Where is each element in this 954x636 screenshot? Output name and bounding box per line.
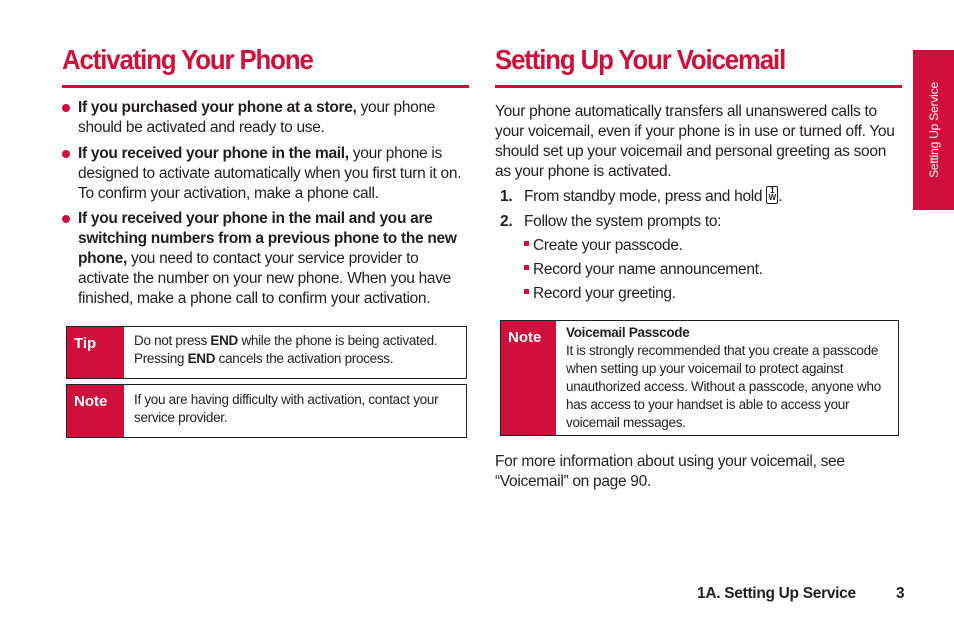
list-item: Create your passcode. bbox=[524, 236, 683, 256]
tip-content: Do not press END while the phone is being activated. Pressing END cancels the activation process. bbox=[134, 333, 438, 366]
bullet-dot-icon bbox=[62, 104, 70, 112]
bullet-bold: If you received your phone in the mail and you are switching numbers from a previous phone to the new phone, bbox=[78, 210, 457, 267]
square-bullet-icon bbox=[524, 265, 529, 270]
bullet-text: your phone is designed to activate automatically when you first turn it on. To confirm your activation, make a phone call. bbox=[78, 145, 462, 202]
square-bullet-icon bbox=[524, 289, 529, 294]
voicemail-intro: Your phone automatically transfers all unanswered calls to your voicemail, even if your phone is in use or turned off. You should set up your voicemail and personal greeting as soon as your phone is activated. bbox=[495, 103, 895, 180]
voicemail-key-icon: 1 W bbox=[766, 186, 778, 204]
note-box bbox=[66, 384, 467, 438]
bullet-item bbox=[62, 98, 467, 138]
step-number: 1. bbox=[500, 188, 513, 205]
right-title-rule bbox=[495, 85, 902, 88]
bullet-bold: If you received your phone in the mail, bbox=[78, 145, 349, 162]
side-tab-label: Setting Up Service bbox=[926, 82, 941, 178]
bullet-item bbox=[62, 144, 467, 204]
end-key: END bbox=[210, 333, 238, 348]
note-text: It is strongly recommended that you create a passcode when setting up your voicemail to protect against unauthorized access. Without a passcode, anyone who has access to your handset is able to access your voicemail messages. bbox=[566, 343, 881, 430]
step-text: Follow the system prompts to: bbox=[524, 213, 722, 230]
bullet-bold: If you purchased your phone at a store, bbox=[78, 99, 357, 116]
bullet-dot-icon bbox=[62, 150, 70, 158]
note-content: If you are having difficulty with activation, contact your service provider. bbox=[134, 392, 439, 425]
step-item: 1. From standby mode, press and hold 1 W . bbox=[500, 185, 783, 205]
note-label: Note bbox=[501, 321, 556, 435]
list-item: Record your greeting. bbox=[524, 284, 676, 304]
note-content bbox=[556, 321, 898, 435]
end-key: END bbox=[187, 351, 216, 366]
section-side-tab bbox=[913, 50, 954, 210]
left-title-rule bbox=[62, 85, 469, 88]
tip-box bbox=[66, 326, 467, 379]
step-text: From standby mode, press and hold bbox=[524, 188, 763, 205]
note-heading: Voicemail Passcode bbox=[566, 325, 690, 340]
page-number: 3 bbox=[896, 585, 905, 602]
bullet-dot-icon bbox=[62, 215, 70, 223]
note-label: Note bbox=[67, 385, 124, 437]
step-number: 2. bbox=[500, 213, 513, 230]
right-title: Setting Up Your Voicemail bbox=[495, 44, 786, 75]
footer-section: 1A. Setting Up Service bbox=[697, 585, 856, 602]
bullet-item bbox=[62, 209, 467, 309]
left-title: Activating Your Phone bbox=[62, 44, 313, 75]
bullet-text: your phone should be activated and ready to use. bbox=[78, 99, 436, 136]
voicemail-note-box bbox=[500, 320, 899, 436]
list-item: Record your name announcement. bbox=[524, 260, 763, 280]
square-bullet-icon bbox=[524, 241, 529, 246]
tip-label: Tip bbox=[67, 327, 124, 378]
step-item bbox=[500, 212, 721, 232]
more-info: For more information about using your voicemail, see “Voicemail” on page 90. bbox=[495, 453, 845, 490]
bullet-text: you need to contact your service provider to activate the number on your new phone. When you have finished, make a phone call to confirm your activation. bbox=[78, 250, 452, 307]
